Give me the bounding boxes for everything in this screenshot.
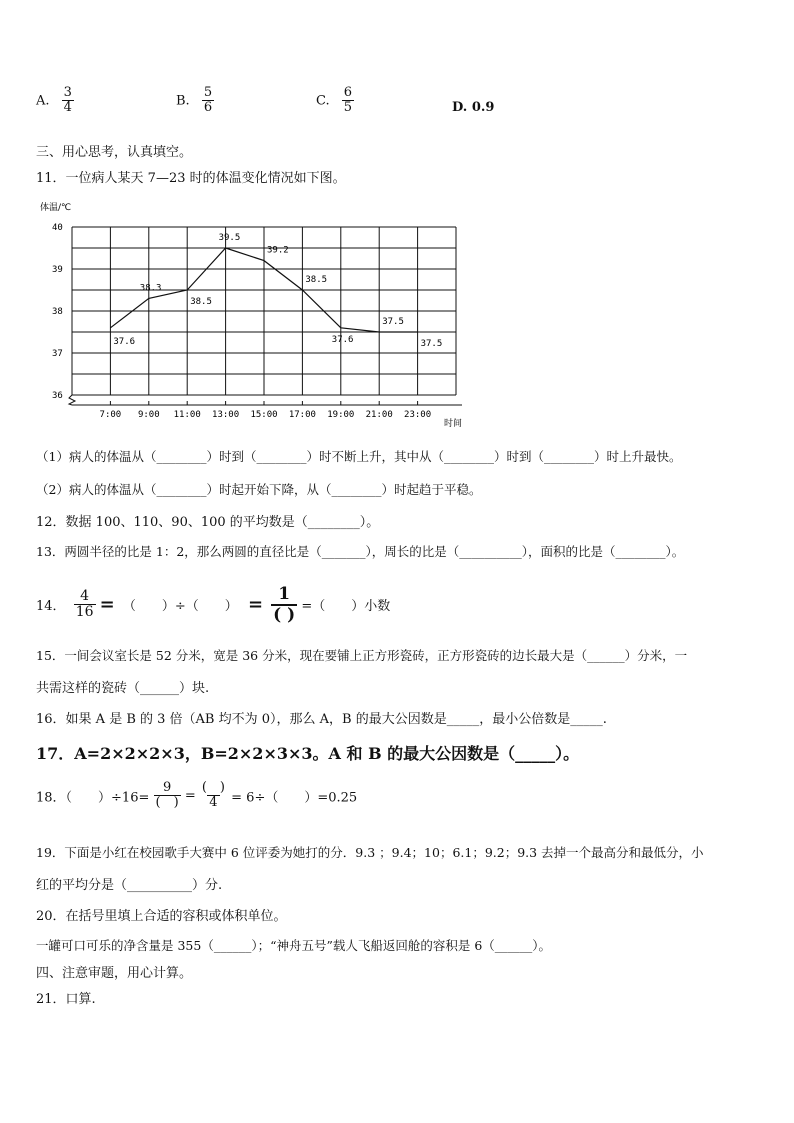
choice-c-numerator: 6 xyxy=(343,85,353,100)
x-tick-label: 21:00 xyxy=(365,410,393,420)
x-axis-label: 时间 xyxy=(444,419,463,429)
q14 xyxy=(36,585,390,624)
choice-c-fraction xyxy=(342,86,354,116)
q18-f2-numerator: ( ) xyxy=(201,780,226,795)
q18 xyxy=(36,781,357,811)
data-point-label: 37.6 xyxy=(113,336,136,347)
q12-text: 12．数据 100、110、90、100 的平均数是（________）。 xyxy=(36,515,380,530)
y-tick-label: 37 xyxy=(52,349,63,359)
x-tick-label: 11:00 xyxy=(173,410,201,420)
q18-fraction-1 xyxy=(154,781,181,811)
q15-line1: 15．一间会议室长是 52 分米，宽是 36 分米，现在要铺上正方形瓷砖，正方形瓷砖的边长最大是（______）分米，一 xyxy=(36,648,688,663)
q14-f2-numerator: 1 xyxy=(278,584,291,604)
data-point-label: 37.5 xyxy=(420,339,443,349)
q20-line2: 一罐可口可乐的净含量是 355（______）；“神舟五号”载人飞船返回舱的容积是 6（______）。 xyxy=(36,938,552,953)
q18-fraction-2 xyxy=(200,781,227,811)
q14-equals-1: = xyxy=(99,594,115,616)
data-point-label: 37.5 xyxy=(382,317,404,327)
q14-numerator: 4 xyxy=(80,587,90,604)
y-tick-label: 38 xyxy=(52,307,63,317)
choice-c xyxy=(316,86,354,116)
choice-b-fraction xyxy=(202,86,214,116)
choice-a-denominator: 4 xyxy=(63,100,72,116)
x-tick-label: 17:00 xyxy=(288,410,316,420)
y-axis-ticks xyxy=(52,223,63,401)
chart-grid xyxy=(69,227,462,405)
q14-f2-denominator: ( ) xyxy=(273,604,296,625)
x-tick-label: 19:00 xyxy=(327,410,355,420)
data-point-label: 38.3 xyxy=(139,283,162,294)
x-axis-ticks xyxy=(100,401,432,420)
x-tick-label: 7:00 xyxy=(99,410,122,420)
data-point-label: 37.6 xyxy=(331,334,354,345)
choice-c-denominator: 5 xyxy=(343,100,353,116)
q18-tail: = 6÷（ ）=0.25 xyxy=(231,790,358,806)
choice-a-numerator: 3 xyxy=(63,85,72,100)
temperature-chart xyxy=(36,198,476,430)
data-point-label: 39.2 xyxy=(267,245,289,256)
choice-b xyxy=(176,86,214,116)
q18-equals: = xyxy=(184,788,196,804)
q19-line1: 19．下面是小红在校园歌手大赛中 6 位评委为她打的分．9.3 ；9.4；10；6.1；9.2；9.3 去掉一个最高分和最低分，小 xyxy=(36,845,704,860)
data-point-label: 38.5 xyxy=(305,275,328,285)
q14-equals-2: = xyxy=(247,594,264,616)
y-axis-label: 体温/℃ xyxy=(40,203,72,213)
q11-text: 11．一位病人某天 7—23 时的体温变化情况如下图。 xyxy=(36,171,346,186)
q21-text: 21．口算. xyxy=(36,992,96,1007)
q14-fraction xyxy=(74,589,96,621)
q18-f2-denominator: 4 xyxy=(209,795,218,811)
q14-denominator: 16 xyxy=(75,604,94,621)
q18-f1-numerator: 9 xyxy=(162,780,172,795)
choice-c-label: C. xyxy=(316,93,330,109)
q15-line2: 共需这样的瓷砖（______）块. xyxy=(36,681,210,696)
choice-b-denominator: 6 xyxy=(203,100,213,116)
choice-b-label: B. xyxy=(176,93,190,109)
x-tick-label: 15:00 xyxy=(250,410,278,420)
x-tick-label: 9:00 xyxy=(137,410,160,420)
choice-a xyxy=(36,86,74,116)
y-tick-label: 36 xyxy=(52,391,63,401)
q19-line2: 红的平均分是（__________）分. xyxy=(36,878,223,893)
q14-division: （ ）÷（ ） xyxy=(122,599,238,615)
section3-title: 三、用心思考，认真填空。 xyxy=(36,145,193,160)
q18-prefix: 18．（ ）÷16= xyxy=(36,790,150,806)
q20-line1: 20．在括号里填上合适的容积或体积单位。 xyxy=(36,909,287,924)
section4-title: 四、注意审题，用心计算。 xyxy=(36,966,193,981)
q13-text: 13．两圆半径的比是 1：2，那么两圆的直径比是（_______），周长的比是（__________），面积的比是（________）。 xyxy=(36,544,685,559)
q14-tail: =（ ）小数 xyxy=(301,599,391,615)
q17-text: 17．A=2×2×2×3，B=2×2×3×3。A 和 B 的最大公因数是（_____）。 xyxy=(36,744,580,763)
choice-d: D. 0.9 xyxy=(452,100,495,115)
choice-b-numerator: 5 xyxy=(203,85,213,100)
q11-sub1: （1）病人的体温从（________）时到（________）时不断上升，其中从（________）时到（________）时上升最快。 xyxy=(36,449,682,464)
x-tick-label: 23:00 xyxy=(404,410,432,420)
choice-a-fraction xyxy=(62,86,74,116)
y-tick-label: 40 xyxy=(52,223,63,233)
axis-break-mark xyxy=(69,395,75,405)
data-point-label: 38.5 xyxy=(190,297,212,307)
choice-a-label: A. xyxy=(36,93,50,109)
q14-fraction-2 xyxy=(271,585,297,624)
q14-prefix: 14． xyxy=(36,599,66,615)
y-tick-label: 39 xyxy=(52,265,63,275)
q16-text: 16．如果 A 是 B 的 3 倍（AB 均不为 0），那么 A，B 的最大公因数是_____，最小公倍数是_____. xyxy=(36,712,607,727)
q18-f1-denominator: ( ) xyxy=(155,795,179,811)
q11-sub2: （2）病人的体温从（________）时起开始下降，从（________）时起趋于平稳。 xyxy=(36,482,482,497)
data-point-label: 39.5 xyxy=(218,233,241,243)
x-tick-label: 13:00 xyxy=(212,410,240,420)
